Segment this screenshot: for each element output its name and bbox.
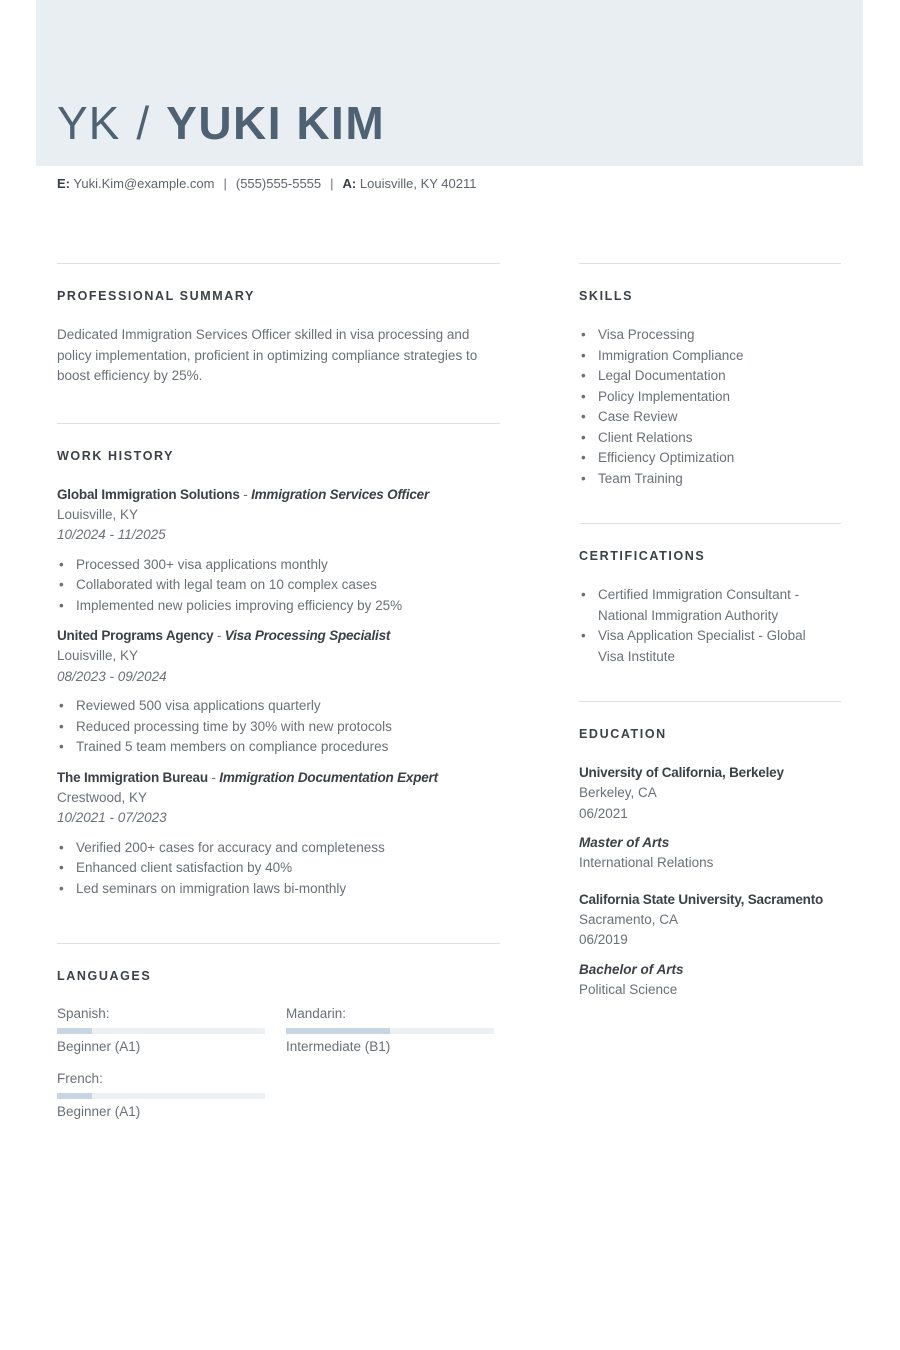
education-degree: Bachelor of Arts [579, 961, 684, 977]
languages-grid [57, 1005, 500, 1121]
job-company: Global Immigration Solutions [57, 486, 240, 502]
education-title: EDUCATION [579, 727, 667, 741]
job-bullet: • Implemented new policies improving efficiency by 25% [57, 596, 500, 617]
job-bullet: • Enhanced client satisfaction by 40% [57, 858, 500, 879]
education-location: Berkeley, CA [579, 785, 657, 800]
language-item [57, 1005, 265, 1056]
skill-item: • Legal Documentation [579, 366, 841, 387]
certifications-title: CERTIFICATIONS [579, 549, 706, 563]
certifications-list [579, 585, 841, 667]
job-bullet: • Reviewed 500 visa applications quarterly [57, 696, 500, 717]
language-level: Beginner (A1) [57, 1039, 141, 1054]
job-role: Immigration Documentation Expert [219, 769, 438, 785]
job-entry [57, 626, 500, 758]
language-item [286, 1005, 494, 1056]
skill-item: • Team Training [579, 469, 841, 490]
job-bullets [57, 838, 500, 900]
job-bullet: • Led seminars on immigration laws bi-monthly [57, 879, 500, 900]
job-location: Louisville, KY [57, 506, 139, 522]
job-company: The Immigration Bureau [57, 769, 208, 785]
education-date: 06/2021 [579, 805, 628, 821]
education-school: California State University, Sacramento [579, 891, 824, 907]
job-heading [57, 626, 500, 646]
language-name: Mandarin: [286, 1006, 347, 1021]
job-bullet: • Collaborated with legal team on 10 complex cases [57, 575, 500, 596]
skill-item: • Efficiency Optimization [579, 448, 841, 469]
education-school: University of California, Berkeley [579, 765, 784, 780]
language-level: Intermediate (B1) [286, 1039, 391, 1054]
summary-title: PROFESSIONAL SUMMARY [57, 289, 255, 303]
job-location: Crestwood, KY [57, 789, 148, 805]
section-divider [57, 263, 500, 264]
contact-separator: | [330, 176, 334, 191]
job-company: United Programs Agency [57, 628, 214, 643]
full-name: YUKI KIM [166, 97, 386, 149]
section-divider [579, 523, 841, 524]
language-name: French: [57, 1071, 103, 1086]
skill-item: • Immigration Compliance [579, 346, 841, 367]
email[interactable]: Yuki.Kim@example.com [73, 176, 215, 191]
name-initials: YK [57, 97, 121, 149]
job-entry [57, 485, 500, 617]
summary-text: Dedicated Immigration Services Officer skilled in visa processing and policy implementation, proficient in optimizing compliance strategies to boost efficiency by 25%. [57, 327, 478, 383]
email-label: E: [57, 176, 70, 191]
education-field: Political Science [579, 981, 678, 997]
job-dash: - [207, 769, 220, 785]
certification-item: • Visa Application Specialist - Global Visa Institute [579, 626, 827, 667]
education-degree: Master of Arts [579, 835, 670, 850]
right-column [579, 263, 841, 1009]
skill-item: • Case Review [579, 407, 841, 428]
language-bar-fill [57, 1093, 92, 1099]
section-divider [579, 701, 841, 702]
language-name: Spanish: [57, 1006, 110, 1021]
education-location: Sacramento, CA [579, 911, 679, 927]
skill-item: • Policy Implementation [579, 387, 841, 408]
education-date: 06/2019 [579, 932, 628, 947]
phone[interactable]: (555)555-5555 [235, 176, 322, 191]
job-dash: - [239, 486, 252, 502]
section-divider [57, 943, 500, 944]
left-column [57, 263, 500, 1121]
education-degree-block [579, 960, 841, 1001]
skills-list [579, 325, 841, 489]
skill-item: • Client Relations [579, 428, 841, 449]
resume-name [57, 96, 385, 150]
job-bullets [57, 555, 500, 617]
skill-item: • Visa Processing [579, 325, 841, 346]
education-entry [579, 763, 841, 824]
job-bullets [57, 696, 500, 758]
address: Louisville, KY 40211 [359, 176, 477, 191]
language-item [57, 1070, 265, 1121]
job-role: Immigration Services Officer [251, 486, 430, 502]
contact-separator: | [223, 176, 227, 191]
language-bar-fill [286, 1028, 390, 1034]
work-history-title: WORK HISTORY [57, 448, 175, 463]
certification-item: • Certified Immigration Consultant - National Immigration Authority [579, 585, 827, 626]
job-dates: 10/2021 - 07/2023 [57, 810, 167, 825]
skills-title: SKILLS [579, 289, 634, 303]
job-heading [57, 485, 500, 505]
job-bullet: • Processed 300+ visa applications monthly [57, 555, 500, 576]
job-dates: 10/2024 - 11/2025 [57, 527, 166, 542]
education-field: International Relations [579, 855, 714, 870]
job-location: Louisville, KY [57, 648, 139, 663]
section-divider [57, 423, 500, 424]
job-role: Visa Processing Specialist [224, 628, 391, 643]
job-heading [57, 768, 500, 788]
job-bullet: • Reduced processing time by 30% with new protocols [57, 717, 500, 738]
language-bar [286, 1028, 494, 1034]
section-divider [579, 263, 841, 264]
address-label: A: [342, 176, 357, 191]
job-bullet: • Trained 5 team members on compliance procedures [57, 737, 500, 758]
language-level: Beginner (A1) [57, 1104, 141, 1119]
job-dash: - [213, 628, 225, 643]
languages-title: LANGUAGES [57, 969, 152, 983]
language-bar-fill [57, 1028, 92, 1034]
contact-line [57, 176, 477, 191]
education-degree-block [579, 833, 841, 874]
education-entry [579, 890, 841, 951]
job-entry [57, 768, 500, 900]
job-dates: 08/2023 - 09/2024 [57, 668, 167, 684]
name-slash: / [136, 97, 151, 149]
job-bullet: • Verified 200+ cases for accuracy and completeness [57, 838, 500, 859]
language-bar [57, 1028, 265, 1034]
language-bar [57, 1093, 265, 1099]
